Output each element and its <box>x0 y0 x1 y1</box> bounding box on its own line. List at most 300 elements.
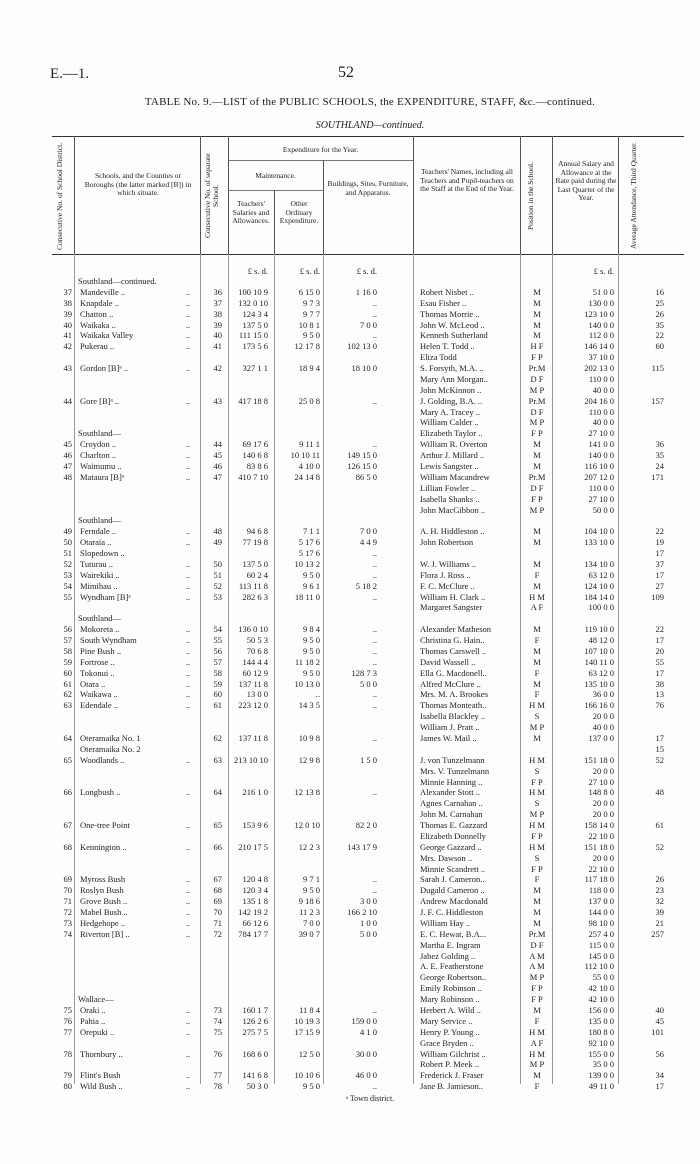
table-row <box>0 929 700 940</box>
school-name: Charlton .. <box>80 450 117 461</box>
annual-salary: 20 0 0 <box>592 765 614 776</box>
table-row <box>0 602 700 613</box>
table-row <box>0 668 700 679</box>
separate-school-no: 50 <box>213 558 222 569</box>
annual-salary: 118 0 0 <box>588 885 614 896</box>
leader-dots: .. <box>186 286 191 297</box>
table-row <box>0 798 700 809</box>
annual-salary: 123 10 0 <box>584 308 614 319</box>
school-name: Chatton .. <box>80 308 114 319</box>
table-row <box>0 396 700 407</box>
separate-school-no: 42 <box>213 363 222 373</box>
position: M <box>533 558 541 569</box>
table-row <box>0 885 700 896</box>
school-name: Thornbury .. <box>80 1048 123 1059</box>
other-expenditure: 12 0 10 <box>294 820 320 830</box>
teachers-salaries: 50 3 0 <box>246 1081 268 1092</box>
average-attendance: 34 <box>655 1070 664 1081</box>
table-row <box>0 1081 700 1092</box>
annual-salary: 180 8 0 <box>588 1026 614 1037</box>
teachers-salaries: 60 12 9 <box>242 667 268 678</box>
average-attendance: 35 <box>655 450 664 461</box>
leader-dots: .. <box>186 635 191 645</box>
teachers-salaries: 417 18 8 <box>238 395 268 406</box>
teachers-salaries: 160 1 7 <box>242 1005 268 1015</box>
buildings-expenditure: .. <box>372 591 377 602</box>
other-expenditure: 10 9 8 <box>298 733 320 743</box>
table-row <box>0 613 700 624</box>
leader-dots: .. <box>186 841 191 852</box>
leader-dots: .. <box>186 667 191 678</box>
other-expenditure: 12 9 8 <box>298 754 320 765</box>
maintenance-rule <box>228 190 323 191</box>
leader-dots: .. <box>186 787 191 798</box>
table-row <box>0 874 700 885</box>
row-number: 66 <box>63 787 72 798</box>
position: F P <box>531 994 543 1005</box>
buildings-expenditure: 46 0 0 <box>355 1070 377 1081</box>
buildings-expenditure: .. <box>372 297 377 308</box>
separate-school-no: 44 <box>213 439 222 450</box>
position: M P <box>529 809 545 820</box>
table-row <box>0 1049 700 1060</box>
annual-salary: 110 0 0 <box>588 482 614 493</box>
annual-salary: 63 12 0 <box>588 569 614 580</box>
table-subtitle: SOUTHLAND—continued. <box>315 120 425 131</box>
separate-school-no: 75 <box>213 1026 222 1037</box>
table-row <box>0 842 700 853</box>
row-number: 68 <box>63 841 72 852</box>
annual-salary: 117 18 0 <box>584 874 614 885</box>
buildings-expenditure: .. <box>372 548 377 558</box>
table-row <box>0 646 700 657</box>
annual-salary: 151 18 0 <box>584 754 614 765</box>
annual-salary: 130 0 0 <box>588 297 614 308</box>
leader-dots: .. <box>186 1081 191 1092</box>
annual-salary: 137 0 0 <box>588 733 614 743</box>
buildings-expenditure: .. <box>372 308 377 319</box>
buildings-expenditure: .. <box>372 1081 377 1092</box>
other-expenditure: 12 17 8 <box>294 341 320 352</box>
header-consecutive-no: Consecutive No. of School District. <box>55 142 64 250</box>
annual-salary: 110 0 0 <box>588 406 614 417</box>
annual-salary: 112 10 0 <box>584 961 614 972</box>
position: S <box>534 798 540 809</box>
position: F P <box>531 428 543 439</box>
row-number: 37 <box>63 286 72 297</box>
other-expenditure: 25 0 8 <box>298 395 320 406</box>
table-row <box>0 439 700 450</box>
teacher-name: Herbert A. Wild .. <box>420 1005 481 1015</box>
header-teachers-names: Teachers' Names, including all Teachers and Pupil-teachers on the Staff at the End of the Year. <box>420 167 514 193</box>
leader-dots: .. <box>186 1005 191 1015</box>
teachers-salaries: 213 10 10 <box>234 754 268 765</box>
table-row <box>0 385 700 396</box>
separate-school-no: 47 <box>213 471 222 482</box>
table-row <box>0 679 700 690</box>
buildings-expenditure: 5 18 2 <box>355 580 377 591</box>
teachers-salaries: 327 1 1 <box>242 363 268 373</box>
row-number: 55 <box>63 591 72 602</box>
position: F <box>534 874 540 885</box>
position: M <box>533 286 541 297</box>
position: H M <box>529 591 545 602</box>
leader-dots: .. <box>186 526 191 537</box>
table-row <box>0 820 700 831</box>
school-name: Pahia .. <box>80 1015 106 1026</box>
teacher-name: Dugald Cameron .. <box>420 885 485 896</box>
teacher-name: F. C. McClure .. <box>420 580 475 591</box>
teachers-salaries: 100 10 9 <box>238 286 268 297</box>
teacher-name: J. von Tunzelmann <box>420 754 485 765</box>
annual-salary: 155 0 0 <box>588 1048 614 1059</box>
unit-label: £ s. d. <box>247 266 268 276</box>
buildings-expenditure: .. <box>372 624 377 635</box>
annual-salary: 49 11 0 <box>588 1081 614 1092</box>
position: M <box>533 297 541 308</box>
position: F P <box>531 863 543 874</box>
buildings-expenditure: 102 13 0 <box>347 341 377 352</box>
average-attendance: 17 <box>655 569 664 580</box>
school-name: Myross Bush <box>80 874 126 885</box>
annual-salary: 48 12 0 <box>588 635 614 645</box>
teacher-name: William J. Pratt .. <box>420 722 480 733</box>
buildings-expenditure: 143 17 9 <box>347 841 377 852</box>
school-name: Waikawa .. <box>80 689 118 700</box>
position: M <box>533 656 541 667</box>
leader-dots: .. <box>186 569 191 580</box>
other-expenditure: 12 5 0 <box>298 1048 320 1059</box>
annual-salary: 140 0 0 <box>588 450 614 461</box>
teacher-name: Esau Fisher .. <box>420 297 467 308</box>
expenditure-rule <box>228 160 413 161</box>
header-other-expenditure: Other Ordinary Expenditure. <box>279 199 319 225</box>
teacher-name: Mary Service .. <box>420 1015 473 1026</box>
header-position: Position in the School. <box>526 162 535 230</box>
average-attendance: 61 <box>655 820 664 830</box>
teacher-name: Eliza Todd <box>420 352 457 363</box>
leader-dots: .. <box>186 656 191 667</box>
teachers-salaries: 136 0 10 <box>238 624 268 635</box>
position: A M <box>529 961 545 972</box>
annual-salary: 22 10 0 <box>588 830 614 841</box>
school-name: Southland— <box>78 613 121 624</box>
annual-salary: 204 16 0 <box>584 395 614 406</box>
other-expenditure: 6 15 0 <box>298 286 320 297</box>
teachers-salaries: 135 1 8 <box>242 896 268 907</box>
average-attendance: 17 <box>655 733 664 743</box>
teachers-salaries: 784 17 7 <box>238 928 268 939</box>
annual-salary: 140 11 0 <box>584 656 614 667</box>
annual-salary: 139 0 0 <box>588 1070 614 1081</box>
unit-label: £ s. d. <box>593 266 614 276</box>
teachers-salaries: 137 11 8 <box>238 678 268 689</box>
other-expenditure: 18 11 0 <box>294 591 320 602</box>
teachers-salaries: 223 12 0 <box>238 700 268 711</box>
teacher-name: William R. Overton <box>420 439 488 450</box>
table-row <box>0 624 700 635</box>
annual-salary: 37 10 0 <box>588 352 614 363</box>
other-expenditure: 14 3 5 <box>298 700 320 711</box>
leader-dots: .. <box>186 439 191 450</box>
row-number: 49 <box>63 526 72 537</box>
teacher-name: Jane B. Jamieson.. <box>420 1081 484 1092</box>
school-name: Riverton [B] .. <box>80 928 130 939</box>
leader-dots: .. <box>186 624 191 635</box>
teachers-salaries: 69 17 6 <box>242 439 268 450</box>
row-number: 38 <box>63 297 72 308</box>
buildings-expenditure: 30 0 0 <box>355 1048 377 1059</box>
separate-school-no: 67 <box>213 874 222 885</box>
leader-dots: .. <box>186 319 191 330</box>
other-expenditure: 12 13 8 <box>294 787 320 798</box>
table-title: TABLE No. 9.—LIST of the PUBLIC SCHOOLS, the EXPENDITURE, STAFF, &c.—continued. <box>144 96 596 108</box>
leader-dots: .. <box>186 450 191 461</box>
annual-salary: 148 8 0 <box>588 787 614 798</box>
table-row <box>0 461 700 472</box>
table-row <box>0 537 700 548</box>
position: M <box>533 624 541 635</box>
footnote: ᵃ Town district. <box>345 1094 395 1103</box>
table-row <box>0 472 700 483</box>
buildings-expenditure: 18 10 0 <box>351 363 377 373</box>
leader-dots: .. <box>186 645 191 656</box>
school-name: Edendale .. <box>80 700 118 711</box>
leader-dots: .. <box>186 907 191 917</box>
annual-salary: 55 0 0 <box>592 972 614 983</box>
other-expenditure: 9 5 0 <box>303 1081 320 1092</box>
separate-school-no: 69 <box>213 896 222 907</box>
table-row <box>0 494 700 505</box>
row-number: 57 <box>63 635 72 645</box>
teachers-salaries: 77 19 8 <box>242 537 268 548</box>
table-row <box>0 363 700 374</box>
position: M <box>533 580 541 591</box>
school-name: Mabel Bush .. <box>80 907 128 917</box>
school-name: Oteramaika No. 1 <box>80 733 141 743</box>
average-attendance: 39 <box>655 907 664 917</box>
annual-salary: 110 0 0 <box>588 373 614 384</box>
annual-salary: 42 10 0 <box>588 994 614 1005</box>
buildings-expenditure: .. <box>372 439 377 450</box>
leader-dots: .. <box>186 885 191 896</box>
separate-school-no: 58 <box>213 667 222 678</box>
table-row <box>0 276 700 287</box>
average-attendance: 37 <box>655 558 664 569</box>
position: M P <box>529 384 545 395</box>
separate-school-no: 74 <box>213 1015 222 1026</box>
leader-dots: .. <box>186 308 191 319</box>
header-annual-salary: Annual Salary and Allowance at the Rate paid during the Last Quarter of the Year. <box>555 159 617 202</box>
other-expenditure: 39 0 7 <box>298 928 320 939</box>
school-name: Gordon [B]ᵃ .. <box>80 363 129 373</box>
leader-dots: .. <box>186 395 191 406</box>
table-row <box>0 1059 700 1070</box>
teachers-salaries: 94 6 8 <box>246 526 268 537</box>
leader-dots: .. <box>186 558 191 569</box>
buildings-expenditure: .. <box>372 569 377 580</box>
teacher-name: Thomas Morrie .. <box>420 308 480 319</box>
teacher-name: Isabella Blackley .. <box>420 711 486 722</box>
school-name: Slopedown .. <box>80 548 125 558</box>
teachers-salaries: 173 5 6 <box>242 341 268 352</box>
teacher-name: Isabella Shanks .. <box>420 493 480 504</box>
average-attendance: 21 <box>655 917 664 928</box>
row-number: 48 <box>63 471 72 482</box>
teacher-name: Kenneth Sutherland <box>420 330 488 341</box>
school-name: Oteramaika No. 2 <box>80 743 141 754</box>
position: F <box>534 569 540 580</box>
average-attendance: 17 <box>655 1081 664 1092</box>
row-number: 45 <box>63 439 72 450</box>
separate-school-no: 76 <box>213 1048 222 1059</box>
table-row <box>0 417 700 428</box>
row-number: 46 <box>63 450 72 461</box>
separate-school-no: 55 <box>213 635 222 645</box>
table-row <box>0 972 700 983</box>
teachers-salaries: 142 19 2 <box>238 907 268 917</box>
annual-salary: 104 10 0 <box>584 526 614 537</box>
position: F <box>534 689 540 700</box>
position: M <box>533 645 541 656</box>
other-expenditure: 9 7 1 <box>303 874 320 885</box>
teacher-name: Lillian Fowler .. <box>420 482 476 493</box>
average-attendance: 157 <box>651 395 664 406</box>
buildings-expenditure: 4 4 9 <box>360 537 377 548</box>
position: F P <box>531 776 543 787</box>
teacher-name: Elizabeth Donnelly <box>420 830 486 841</box>
average-attendance: 24 <box>655 461 664 471</box>
table-row <box>0 635 700 646</box>
school-name: Mimihau .. <box>80 580 118 591</box>
position: F P <box>531 493 543 504</box>
school-name: Mataura [B]ᵃ <box>80 471 125 482</box>
row-number: 39 <box>63 308 72 319</box>
average-attendance: 27 <box>655 580 664 591</box>
school-name: Pine Bush .. <box>80 645 122 656</box>
school-name: Woodlands .. <box>80 754 125 765</box>
row-number: 70 <box>63 885 72 896</box>
teachers-salaries: 83 8 6 <box>246 461 268 471</box>
row-number: 47 <box>63 461 72 471</box>
average-attendance: 19 <box>655 537 664 548</box>
teachers-salaries: 168 6 0 <box>242 1048 268 1059</box>
buildings-expenditure: .. <box>372 645 377 656</box>
annual-salary: 63 12 0 <box>588 667 614 678</box>
table-row <box>0 918 700 929</box>
school-name: Flint's Bush <box>80 1070 121 1081</box>
separate-school-no: 78 <box>213 1081 222 1092</box>
other-expenditure: 11 2 3 <box>299 907 320 917</box>
average-attendance: 171 <box>651 471 664 482</box>
teacher-name: John Robertson <box>420 537 474 548</box>
teachers-salaries: 50 5 3 <box>246 635 268 645</box>
school-name: Otara .. <box>80 678 106 689</box>
table-row <box>0 450 700 461</box>
header-expenditure: Expenditure for the Year. <box>282 145 359 154</box>
row-number: 80 <box>63 1081 72 1092</box>
table-row <box>0 570 700 581</box>
page-number: 52 <box>338 64 354 81</box>
other-expenditure: .. <box>315 689 320 700</box>
table-row <box>0 940 700 951</box>
buildings-expenditure: 1 16 0 <box>355 286 377 297</box>
teacher-name: J. F. C. Hiddleston <box>420 907 484 917</box>
annual-salary: 146 14 0 <box>584 341 614 352</box>
row-number: 72 <box>63 907 72 917</box>
teacher-name: Alexander Stott .. <box>420 787 480 798</box>
position: F <box>534 667 540 678</box>
table-row <box>0 287 700 298</box>
other-expenditure: 9 11 1 <box>299 439 320 450</box>
col-sep <box>74 136 75 254</box>
other-expenditure: 10 13 0 <box>294 678 320 689</box>
buildings-expenditure: 126 15 0 <box>347 461 377 471</box>
average-attendance: 17 <box>655 667 664 678</box>
teacher-name: E. C. Hewat, B.A... <box>420 928 487 939</box>
annual-salary: 115 0 0 <box>588 939 614 950</box>
separate-school-no: 43 <box>213 395 222 406</box>
teacher-name: Thomas Carswell .. <box>420 645 487 656</box>
row-number: 50 <box>63 537 72 548</box>
header-separate-no: Consecutive No. of separate School. <box>203 153 220 239</box>
average-attendance: 101 <box>651 1026 664 1037</box>
other-expenditure: 5 17 6 <box>298 548 320 558</box>
annual-salary: 36 0 0 <box>592 689 614 700</box>
annual-salary: 145 0 0 <box>588 950 614 961</box>
buildings-expenditure: .. <box>372 656 377 667</box>
table-row <box>0 1027 700 1038</box>
teacher-name: Flora J. Ross .. <box>420 569 471 580</box>
other-expenditure: 9 5 0 <box>303 885 320 896</box>
position: S <box>534 711 540 722</box>
teacher-name: Ella G. Macdonell.. <box>420 667 487 678</box>
buildings-expenditure: 82 2 0 <box>355 820 377 830</box>
other-expenditure: 9 5 0 <box>303 330 320 341</box>
average-attendance: 17 <box>655 548 664 558</box>
average-attendance: 257 <box>651 928 664 939</box>
average-attendance: 35 <box>655 319 664 330</box>
teachers-salaries: 140 6 8 <box>242 450 268 461</box>
leader-dots: .. <box>186 591 191 602</box>
teacher-name: Thomas Monteath.. <box>420 700 487 711</box>
school-name: Kennington .. <box>80 841 127 852</box>
position: M <box>533 907 541 917</box>
school-name: Mandeville .. <box>80 286 126 297</box>
position: M <box>533 319 541 330</box>
other-expenditure: 10 10 6 <box>294 1070 320 1081</box>
school-name: Wyndham [B]ᵃ <box>80 591 131 602</box>
row-number: 78 <box>63 1048 72 1059</box>
teacher-name: Mary Ann Morgan.. <box>420 373 488 384</box>
leader-dots: .. <box>186 1048 191 1059</box>
teachers-salaries: 124 3 4 <box>242 308 268 319</box>
school-name: Knapdale .. <box>80 297 119 308</box>
teacher-name: Mrs. M. A. Brookes <box>420 689 489 700</box>
teacher-name: William Gilchrist .. <box>420 1048 486 1059</box>
position: Pr.M <box>528 363 546 373</box>
other-expenditure: 5 17 6 <box>298 537 320 548</box>
other-expenditure: 9 7 7 <box>303 308 320 319</box>
position: S <box>534 852 540 863</box>
annual-salary: 133 10 0 <box>584 537 614 548</box>
separate-school-no: 40 <box>213 330 222 341</box>
position: H M <box>529 700 545 711</box>
table-row <box>0 864 700 875</box>
position: A F <box>530 1037 544 1048</box>
document-code: E.—1. <box>50 66 90 82</box>
average-attendance: 22 <box>655 330 664 341</box>
